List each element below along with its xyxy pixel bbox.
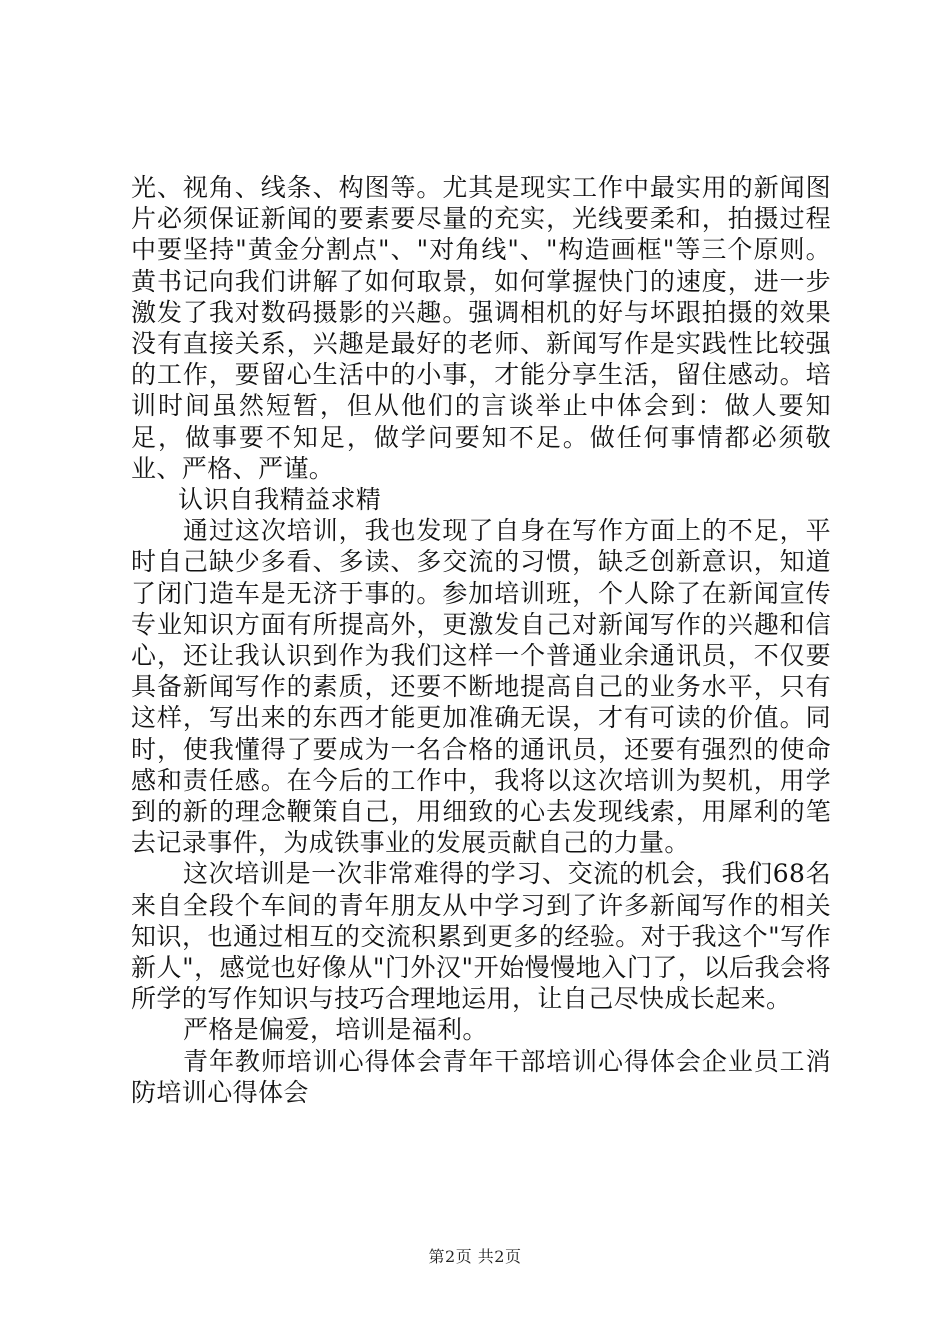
paragraph-self-reflection: 通过这次培训，我也发现了自身在写作方面上的不足，平时自己缺少多看、多读、多交流的习惯，缺乏创新意识，知道了闭门造车是无济于事的。参加培训班，个人除了在新闻宣传专业知识方面有所提高外，更激发自己对新闻写作的兴趣和信心，还让我认识到作为我们这样一个普通业余通讯员，不仅要具备新闻写作的素质，还要不断地提高自己的业务水平，只有这样，写出来的东西才能更加准确无误，才有可读的价值。同时，使我懂得了要成为一名合格的通讯员，还要有强烈的使命感和责任感。在今后的工作中，我将以这次培训为契机，用学到的新的理念鞭策自己，用细致的心去发现线索，用犀利的笔去记录事件，为成铁事业的发展贡献自己的力量。 (131, 516, 831, 858)
document-body (131, 172, 831, 1108)
paragraph-photography-tips: 光、视角、线条、构图等。尤其是现实工作中最实用的新闻图片必须保证新闻的要素要尽量的充实，光线要柔和，拍摄过程中要坚持"黄金分割点"、"对角线"、"构造画框"等三个原则。黄书记向我们讲解了如何取景，如何掌握快门的速度，进一步激发了我对数码摄影的兴趣。强调相机的好与坏跟拍摄的效果没有直接关系，兴趣是最好的老师、新闻写作是实践性比较强的工作，要留心生活中的小事，才能分享生活，留住感动。培训时间虽然短暂，但从他们的言谈举止中体会到：做人要知足，做事要不知足，做学问要知不足。做任何事情都必须敬业、严格、严谨。 (131, 173, 831, 483)
paragraph-related-titles: 青年教师培训心得体会青年干部培训心得体会企业员工消防培训心得体会 (131, 1046, 831, 1107)
paragraph-closing-line: 严格是偏爱，培训是福利。 (183, 1015, 488, 1045)
paragraph-training-summary: 这次培训是一次非常难得的学习、交流的机会，我们68名来自全段个车间的青年朋友从中学习到了许多新闻写作的相关知识，也通过相互的交流积累到更多的经验。对于我这个"写作新人"，感觉也好像从"门外汉"开始慢慢地入门了，以后我会将所学的写作知识与技巧合理地运用，让自己尽快成长起来。 (131, 859, 831, 1014)
page-number-footer: 第2页 共2页 (428, 1247, 522, 1266)
section-heading: 认识自我精益求精 (178, 485, 382, 515)
